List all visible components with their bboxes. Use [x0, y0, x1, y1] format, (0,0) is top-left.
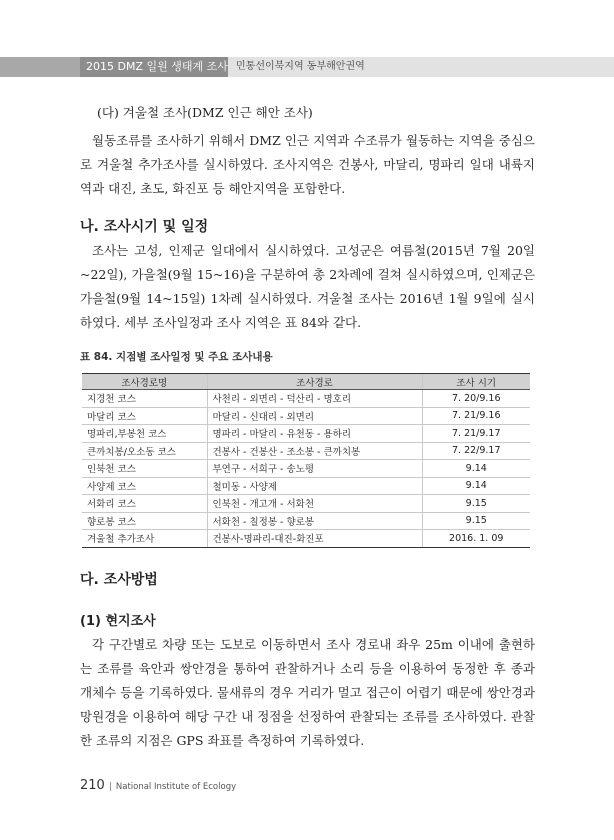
- route-name-cell: 겨울철 추가조사: [82, 530, 207, 548]
- route-cell: 사천리 - 외면리 - 덕산리 - 명호리: [207, 390, 422, 408]
- route-cell: 명파리 - 마달리 - 유천동 - 용하리: [207, 425, 422, 443]
- period-cell: 7. 21/9.16: [422, 407, 530, 425]
- table-row: [82, 460, 530, 478]
- table-caption: 표 84. 지점별 조사일정 및 주요 조사내용: [80, 351, 273, 363]
- winter-survey-paragraph: 월동조류를 조사하기 위해서 DMZ 인근 지역과 수조류가 월동하는 지역을 중심으로 겨울철 추가조사를 실시하였다. 조사지역은 건봉사, 마달리, 명파리 일대 내륙지역과 대진, 초도, 화진포 등 해안지역을 포함한다.: [80, 133, 535, 196]
- table-row: [82, 495, 530, 513]
- route-cell: 인북천 - 개고개 - 서화천: [207, 495, 422, 513]
- table-row: [82, 442, 530, 460]
- period-cell: 9.15: [422, 512, 530, 530]
- period-cell: 2016. 1. 09: [422, 530, 530, 548]
- field-survey-subheading: (1) 현지조사: [80, 614, 156, 629]
- route-name-cell: 인북천 코스: [82, 460, 207, 478]
- header-accent-block: [0, 57, 80, 77]
- header-title: 2015 DMZ 일원 생태계 조사: [80, 57, 228, 77]
- footer-institute: National Institute of Ecology: [115, 782, 237, 792]
- column-header-route-name: 조사경로명: [82, 374, 207, 390]
- route-name-cell: 사양제 코스: [82, 477, 207, 495]
- period-cell: 7. 21/9.17: [422, 425, 530, 443]
- header-subtitle: 민통선이북지역 동부해안권역: [236, 61, 365, 72]
- survey-schedule-table: [82, 373, 530, 548]
- page-footer: [80, 778, 236, 793]
- period-cell: 7. 20/9.16: [422, 390, 530, 408]
- column-header-route: 조사경로: [207, 374, 422, 390]
- method-paragraph: 각 구간별로 차량 또는 도보로 이동하면서 조사 경로내 좌우 25m 이내에 출현하는 조류를 육안과 쌍안경을 통하여 관찰하거나 소리 등을 이용하여 동정한 후 종과 개체수 등을 기록하였다. 물새류의 경우 거리가 멀고 접근이 어렵기 때문에 쌍안경과 망원경을 이용하여 해당 구간 내 정점을 선정하여 관찰되는 조류를 조사하였다. 관찰한 조류의 지점은 GPS 좌표를 측정하여 기록하였다.: [80, 637, 535, 748]
- table-row: [82, 407, 530, 425]
- route-cell: 서화천 - 칠정봉 - 향로봉: [207, 512, 422, 530]
- route-name-cell: 마달리 코스: [82, 407, 207, 425]
- table-row: [82, 530, 530, 548]
- route-cell: 건봉사 - 건봉산 - 조소봉 - 큰까치봉: [207, 442, 422, 460]
- period-cell: 7. 22/9.17: [422, 442, 530, 460]
- route-name-cell: 큰까치봉/오소동 코스: [82, 442, 207, 460]
- route-cell: 철미동 - 사양제: [207, 477, 422, 495]
- route-name-cell: 명파리,부봉천 코스: [82, 425, 207, 443]
- route-name-cell: 지경천 코스: [82, 390, 207, 408]
- route-name-cell: 향로봉 코스: [82, 512, 207, 530]
- period-cell: 9.14: [422, 477, 530, 495]
- schedule-heading: 나. 조사시기 및 일정: [80, 219, 209, 235]
- method-heading: 다. 조사방법: [80, 572, 158, 588]
- period-cell: 9.14: [422, 460, 530, 478]
- table-row: [82, 390, 530, 408]
- period-cell: 9.15: [422, 495, 530, 513]
- table-row: [82, 512, 530, 530]
- winter-survey-subtitle: (다) 겨울철 조사(DMZ 인근 해안 조사): [97, 105, 313, 120]
- footer-separator: |: [108, 782, 112, 792]
- table-row: [82, 425, 530, 443]
- route-cell: 부연구 - 서희구 - 송노평: [207, 460, 422, 478]
- column-header-period: 조사 시기: [422, 374, 530, 390]
- table-row: [82, 477, 530, 495]
- page-number: 210: [80, 778, 105, 793]
- route-cell: 마달리 - 신대리 - 외면리: [207, 407, 422, 425]
- schedule-paragraph: 조사는 고성, 인제군 일대에서 실시하였다. 고성군은 여름철(2015년 7월 20일~22일), 가을철(9월 15~16)을 구분하여 총 2차례에 걸쳐 실시하였으며, 인제군은 가을철(9월 14~15일) 1차례 실시하였다. 겨울철 조사는 2016년 1월 9일에 실시하였다. 세부 조사일정과 조사 지역은 표 84와 같다.: [80, 243, 535, 330]
- route-name-cell: 서화리 코스: [82, 495, 207, 513]
- route-cell: 건봉사-명파리-대진-화진포: [207, 530, 422, 548]
- table-header-row: [82, 374, 530, 390]
